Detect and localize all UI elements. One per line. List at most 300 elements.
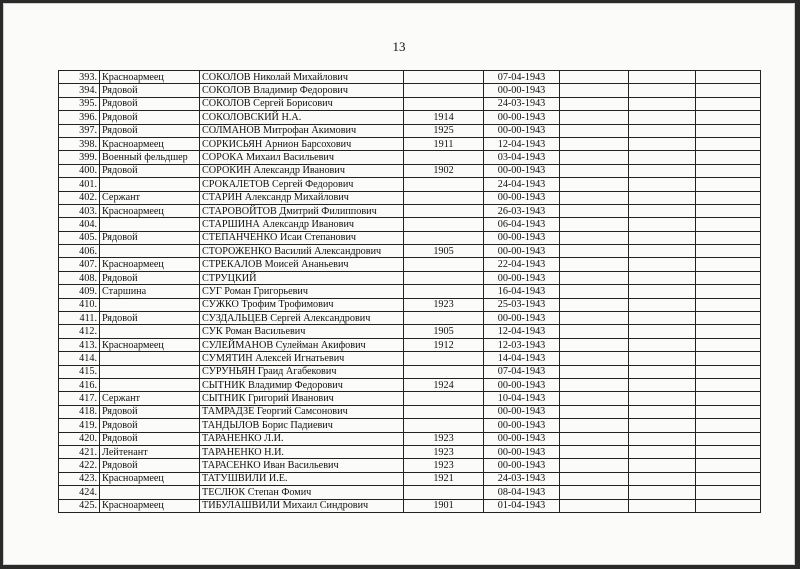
empty-cell xyxy=(696,405,761,418)
birth-year-cell xyxy=(404,218,484,231)
rank-cell: Рядовой xyxy=(100,312,200,325)
empty-cell xyxy=(696,191,761,204)
date-cell: 00-00-1943 xyxy=(484,445,560,458)
row-number-cell: 400. xyxy=(59,164,100,177)
row-number-cell: 395. xyxy=(59,97,100,110)
empty-cell xyxy=(560,486,629,499)
empty-cell xyxy=(560,392,629,405)
name-cell: ТАНДЫЛОВ Борис Падиевич xyxy=(200,419,404,432)
table-row xyxy=(59,178,761,191)
empty-cell xyxy=(629,137,696,150)
table-row xyxy=(59,419,761,432)
rank-cell xyxy=(100,218,200,231)
empty-cell xyxy=(629,124,696,137)
table-row xyxy=(59,312,761,325)
empty-cell xyxy=(696,151,761,164)
birth-year-cell xyxy=(404,486,484,499)
row-number-cell: 396. xyxy=(59,111,100,124)
empty-cell xyxy=(560,178,629,191)
birth-year-cell xyxy=(404,84,484,97)
empty-cell xyxy=(560,338,629,351)
birth-year-cell: 1914 xyxy=(404,111,484,124)
birth-year-cell xyxy=(404,392,484,405)
empty-cell xyxy=(560,499,629,512)
birth-year-cell xyxy=(404,258,484,271)
empty-cell xyxy=(560,245,629,258)
table-row xyxy=(59,499,761,512)
empty-cell xyxy=(560,218,629,231)
rank-cell: Военный фельдшер xyxy=(100,151,200,164)
name-cell: СТРЕКАЛОВ Моисей Ананьевич xyxy=(200,258,404,271)
row-number-cell: 420. xyxy=(59,432,100,445)
row-number-cell: 415. xyxy=(59,365,100,378)
birth-year-cell xyxy=(404,285,484,298)
name-cell: ТАРАНЕНКО Л.И. xyxy=(200,432,404,445)
rank-cell xyxy=(100,245,200,258)
rank-cell xyxy=(100,352,200,365)
empty-cell xyxy=(696,432,761,445)
empty-cell xyxy=(696,459,761,472)
table-row xyxy=(59,111,761,124)
empty-cell xyxy=(629,325,696,338)
date-cell: 03-04-1943 xyxy=(484,151,560,164)
table-row xyxy=(59,151,761,164)
empty-cell xyxy=(696,84,761,97)
row-number-cell: 402. xyxy=(59,191,100,204)
empty-cell xyxy=(560,459,629,472)
table-row xyxy=(59,231,761,244)
table-row xyxy=(59,378,761,391)
empty-cell xyxy=(696,472,761,485)
empty-cell xyxy=(629,204,696,217)
date-cell: 00-00-1943 xyxy=(484,245,560,258)
empty-cell xyxy=(696,111,761,124)
table-row xyxy=(59,352,761,365)
empty-cell xyxy=(696,365,761,378)
rank-cell: Рядовой xyxy=(100,405,200,418)
empty-cell xyxy=(560,419,629,432)
empty-cell xyxy=(629,151,696,164)
name-cell: СОКОЛОВ Николай Михайлович xyxy=(200,71,404,84)
table-row xyxy=(59,271,761,284)
empty-cell xyxy=(696,71,761,84)
date-cell: 00-00-1943 xyxy=(484,231,560,244)
name-cell: СЫТНИК Григорий Иванович xyxy=(200,392,404,405)
empty-cell xyxy=(696,392,761,405)
table-row xyxy=(59,365,761,378)
date-cell: 00-00-1943 xyxy=(484,124,560,137)
table-row xyxy=(59,405,761,418)
rank-cell: Старшина xyxy=(100,285,200,298)
empty-cell xyxy=(629,405,696,418)
birth-year-cell: 1923 xyxy=(404,459,484,472)
empty-cell xyxy=(629,486,696,499)
birth-year-cell xyxy=(404,312,484,325)
table-row xyxy=(59,338,761,351)
rank-cell: Рядовой xyxy=(100,271,200,284)
rank-cell: Красноармеец xyxy=(100,338,200,351)
empty-cell xyxy=(629,111,696,124)
empty-cell xyxy=(560,405,629,418)
document-page xyxy=(3,3,795,565)
empty-cell xyxy=(629,445,696,458)
empty-cell xyxy=(696,419,761,432)
birth-year-cell xyxy=(404,231,484,244)
name-cell: СУЛЕЙМАНОВ Сулейман Акифович xyxy=(200,338,404,351)
name-cell: СТОРОЖЕНКО Василий Александрович xyxy=(200,245,404,258)
row-number-cell: 419. xyxy=(59,419,100,432)
date-cell: 00-00-1943 xyxy=(484,164,560,177)
table-row xyxy=(59,298,761,311)
row-number-cell: 399. xyxy=(59,151,100,164)
empty-cell xyxy=(560,124,629,137)
empty-cell xyxy=(629,352,696,365)
table-row xyxy=(59,97,761,110)
empty-cell xyxy=(560,432,629,445)
rank-cell: Рядовой xyxy=(100,111,200,124)
empty-cell xyxy=(696,137,761,150)
birth-year-cell: 1924 xyxy=(404,378,484,391)
row-number-cell: 397. xyxy=(59,124,100,137)
rank-cell xyxy=(100,486,200,499)
date-cell: 26-03-1943 xyxy=(484,204,560,217)
empty-cell xyxy=(560,472,629,485)
rank-cell: Рядовой xyxy=(100,432,200,445)
row-number-cell: 405. xyxy=(59,231,100,244)
row-number-cell: 413. xyxy=(59,338,100,351)
empty-cell xyxy=(560,312,629,325)
empty-cell xyxy=(696,499,761,512)
birth-year-cell xyxy=(404,178,484,191)
row-number-cell: 408. xyxy=(59,271,100,284)
empty-cell xyxy=(629,499,696,512)
empty-cell xyxy=(629,419,696,432)
empty-cell xyxy=(696,325,761,338)
row-number-cell: 412. xyxy=(59,325,100,338)
empty-cell xyxy=(560,271,629,284)
rank-cell: Красноармеец xyxy=(100,258,200,271)
row-number-cell: 422. xyxy=(59,459,100,472)
date-cell: 00-00-1943 xyxy=(484,271,560,284)
empty-cell xyxy=(560,365,629,378)
table-row xyxy=(59,218,761,231)
empty-cell xyxy=(696,164,761,177)
empty-cell xyxy=(560,285,629,298)
birth-year-cell xyxy=(404,191,484,204)
birth-year-cell: 1911 xyxy=(404,137,484,150)
date-cell: 12-04-1943 xyxy=(484,325,560,338)
page-number: 13 xyxy=(392,39,406,54)
table-row xyxy=(59,472,761,485)
empty-cell xyxy=(629,191,696,204)
empty-cell xyxy=(629,178,696,191)
empty-cell xyxy=(696,231,761,244)
date-cell: 00-00-1943 xyxy=(484,419,560,432)
row-number-cell: 406. xyxy=(59,245,100,258)
date-cell: 16-04-1943 xyxy=(484,285,560,298)
date-cell: 10-04-1943 xyxy=(484,392,560,405)
name-cell: ТАРАСЕНКО Иван Васильевич xyxy=(200,459,404,472)
empty-cell xyxy=(560,137,629,150)
empty-cell xyxy=(696,445,761,458)
empty-cell xyxy=(696,97,761,110)
birth-year-cell: 1923 xyxy=(404,432,484,445)
empty-cell xyxy=(560,164,629,177)
rank-cell: Рядовой xyxy=(100,419,200,432)
empty-cell xyxy=(560,258,629,271)
empty-cell xyxy=(629,258,696,271)
birth-year-cell xyxy=(404,271,484,284)
date-cell: 01-04-1943 xyxy=(484,499,560,512)
date-cell: 00-00-1943 xyxy=(484,312,560,325)
empty-cell xyxy=(629,218,696,231)
empty-cell xyxy=(629,231,696,244)
table-row xyxy=(59,432,761,445)
row-number-cell: 394. xyxy=(59,84,100,97)
name-cell: ТИБУЛАШВИЛИ Михаил Синдрович xyxy=(200,499,404,512)
empty-cell xyxy=(629,392,696,405)
date-cell: 25-03-1943 xyxy=(484,298,560,311)
table-row xyxy=(59,258,761,271)
empty-cell xyxy=(629,164,696,177)
row-number-cell: 409. xyxy=(59,285,100,298)
table-row xyxy=(59,71,761,84)
empty-cell xyxy=(560,231,629,244)
table-row xyxy=(59,445,761,458)
birth-year-cell: 1925 xyxy=(404,124,484,137)
birth-year-cell: 1901 xyxy=(404,499,484,512)
table-row xyxy=(59,285,761,298)
rank-cell: Рядовой xyxy=(100,84,200,97)
name-cell: СОРОКА Михаил Васильевич xyxy=(200,151,404,164)
empty-cell xyxy=(560,84,629,97)
rank-cell: Рядовой xyxy=(100,164,200,177)
empty-cell xyxy=(629,459,696,472)
name-cell: СУЗДАЛЬЦЕВ Сергей Александрович xyxy=(200,312,404,325)
birth-year-cell xyxy=(404,419,484,432)
row-number-cell: 417. xyxy=(59,392,100,405)
rank-cell: Красноармеец xyxy=(100,472,200,485)
empty-cell xyxy=(629,312,696,325)
rank-cell: Сержант xyxy=(100,191,200,204)
empty-cell xyxy=(629,338,696,351)
date-cell: 24-03-1943 xyxy=(484,472,560,485)
name-cell: СУГ Роман Григорьевич xyxy=(200,285,404,298)
row-number-cell: 404. xyxy=(59,218,100,231)
rank-cell xyxy=(100,378,200,391)
rank-cell: Рядовой xyxy=(100,124,200,137)
empty-cell xyxy=(696,298,761,311)
empty-cell xyxy=(696,218,761,231)
birth-year-cell: 1905 xyxy=(404,245,484,258)
rank-cell: Рядовой xyxy=(100,459,200,472)
name-cell: СУМЯТИН Алексей Игнатьевич xyxy=(200,352,404,365)
name-cell: СОЛМАНОВ Митрофан Акимович xyxy=(200,124,404,137)
empty-cell xyxy=(560,151,629,164)
row-number-cell: 410. xyxy=(59,298,100,311)
empty-cell xyxy=(560,97,629,110)
birth-year-cell xyxy=(404,151,484,164)
empty-cell xyxy=(696,312,761,325)
empty-cell xyxy=(629,71,696,84)
rank-cell: Красноармеец xyxy=(100,204,200,217)
rank-cell: Красноармеец xyxy=(100,499,200,512)
name-cell: СТАРОВОЙТОВ Дмитрий Филиппович xyxy=(200,204,404,217)
date-cell: 22-04-1943 xyxy=(484,258,560,271)
row-number-cell: 403. xyxy=(59,204,100,217)
date-cell: 14-04-1943 xyxy=(484,352,560,365)
empty-cell xyxy=(560,298,629,311)
empty-cell xyxy=(629,378,696,391)
empty-cell xyxy=(696,285,761,298)
empty-cell xyxy=(696,124,761,137)
name-cell: СТАРШИНА Александр Иванович xyxy=(200,218,404,231)
table-row xyxy=(59,84,761,97)
name-cell: СОКОЛОВ Сергей Борисович xyxy=(200,97,404,110)
table-row xyxy=(59,204,761,217)
birth-year-cell xyxy=(404,204,484,217)
date-cell: 00-00-1943 xyxy=(484,111,560,124)
empty-cell xyxy=(696,271,761,284)
name-cell: СОРОКИН Александр Иванович xyxy=(200,164,404,177)
empty-cell xyxy=(560,191,629,204)
name-cell: СУК Роман Васильевич xyxy=(200,325,404,338)
empty-cell xyxy=(629,432,696,445)
birth-year-cell xyxy=(404,71,484,84)
date-cell: 00-00-1943 xyxy=(484,84,560,97)
rank-cell xyxy=(100,298,200,311)
row-number-cell: 421. xyxy=(59,445,100,458)
row-number-cell: 425. xyxy=(59,499,100,512)
date-cell: 00-00-1943 xyxy=(484,432,560,445)
rank-cell: Красноармеец xyxy=(100,137,200,150)
row-number-cell: 393. xyxy=(59,71,100,84)
date-cell: 00-00-1943 xyxy=(484,191,560,204)
row-number-cell: 401. xyxy=(59,178,100,191)
empty-cell xyxy=(629,271,696,284)
date-cell: 00-00-1943 xyxy=(484,459,560,472)
rank-cell: Сержант xyxy=(100,392,200,405)
empty-cell xyxy=(629,84,696,97)
empty-cell xyxy=(560,445,629,458)
table-row xyxy=(59,459,761,472)
empty-cell xyxy=(560,111,629,124)
empty-cell xyxy=(629,365,696,378)
rank-cell xyxy=(100,178,200,191)
birth-year-cell: 1921 xyxy=(404,472,484,485)
empty-cell xyxy=(629,298,696,311)
row-number-cell: 411. xyxy=(59,312,100,325)
date-cell: 00-00-1943 xyxy=(484,405,560,418)
date-cell: 12-03-1943 xyxy=(484,338,560,351)
date-cell: 07-04-1943 xyxy=(484,71,560,84)
empty-cell xyxy=(560,378,629,391)
empty-cell xyxy=(696,486,761,499)
empty-cell xyxy=(696,245,761,258)
birth-year-cell: 1902 xyxy=(404,164,484,177)
row-number-cell: 416. xyxy=(59,378,100,391)
birth-year-cell xyxy=(404,405,484,418)
birth-year-cell xyxy=(404,97,484,110)
name-cell: ТАТУШВИЛИ И.Е. xyxy=(200,472,404,485)
rank-cell: Рядовой xyxy=(100,231,200,244)
row-number-cell: 423. xyxy=(59,472,100,485)
date-cell: 24-03-1943 xyxy=(484,97,560,110)
row-number-cell: 398. xyxy=(59,137,100,150)
empty-cell xyxy=(696,258,761,271)
table-row xyxy=(59,191,761,204)
name-cell: СУРУНЬЯН Граид Агабекович xyxy=(200,365,404,378)
table-row xyxy=(59,164,761,177)
empty-cell xyxy=(629,245,696,258)
name-cell: ТЕСЛЮК Степан Фомич xyxy=(200,486,404,499)
name-cell: ТАМРАДЗЕ Георгий Самсонович xyxy=(200,405,404,418)
name-cell: СРОКАЛЕТОВ Сергей Федорович xyxy=(200,178,404,191)
table-row xyxy=(59,325,761,338)
name-cell: СУЖКО Трофим Трофимович xyxy=(200,298,404,311)
row-number-cell: 414. xyxy=(59,352,100,365)
birth-year-cell xyxy=(404,365,484,378)
rank-cell xyxy=(100,325,200,338)
birth-year-cell xyxy=(404,352,484,365)
name-cell: СЫТНИК Владимир Федорович xyxy=(200,378,404,391)
empty-cell xyxy=(629,97,696,110)
table-row xyxy=(59,124,761,137)
name-cell: СОКОЛОВСКИЙ Н.А. xyxy=(200,111,404,124)
table-row xyxy=(59,137,761,150)
name-cell: СТРУЦКИЙ xyxy=(200,271,404,284)
row-number-cell: 424. xyxy=(59,486,100,499)
birth-year-cell: 1905 xyxy=(404,325,484,338)
empty-cell xyxy=(629,285,696,298)
date-cell: 07-04-1943 xyxy=(484,365,560,378)
name-cell: СТЕПАНЧЕНКО Исаи Степанович xyxy=(200,231,404,244)
birth-year-cell: 1912 xyxy=(404,338,484,351)
empty-cell xyxy=(560,325,629,338)
date-cell: 08-04-1943 xyxy=(484,486,560,499)
empty-cell xyxy=(629,472,696,485)
name-cell: СОКОЛОВ Владимир Федорович xyxy=(200,84,404,97)
birth-year-cell: 1923 xyxy=(404,445,484,458)
name-cell: ТАРАНЕНКО Н.И. xyxy=(200,445,404,458)
table-row xyxy=(59,245,761,258)
rank-cell: Рядовой xyxy=(100,97,200,110)
date-cell: 00-00-1943 xyxy=(484,378,560,391)
table-row xyxy=(59,392,761,405)
empty-cell xyxy=(560,204,629,217)
roster-table xyxy=(58,70,761,513)
empty-cell xyxy=(696,178,761,191)
rank-cell: Лейтенант xyxy=(100,445,200,458)
row-number-cell: 418. xyxy=(59,405,100,418)
empty-cell xyxy=(696,204,761,217)
name-cell: СОРКИСЬЯН Арнион Барсохович xyxy=(200,137,404,150)
date-cell: 24-04-1943 xyxy=(484,178,560,191)
empty-cell xyxy=(560,71,629,84)
rank-cell xyxy=(100,365,200,378)
empty-cell xyxy=(560,352,629,365)
empty-cell xyxy=(696,338,761,351)
birth-year-cell: 1923 xyxy=(404,298,484,311)
name-cell: СТАРИН Александр Михайлович xyxy=(200,191,404,204)
date-cell: 06-04-1943 xyxy=(484,218,560,231)
rank-cell: Красноармеец xyxy=(100,71,200,84)
table-row xyxy=(59,486,761,499)
date-cell: 12-04-1943 xyxy=(484,137,560,150)
empty-cell xyxy=(696,352,761,365)
row-number-cell: 407. xyxy=(59,258,100,271)
empty-cell xyxy=(696,378,761,391)
